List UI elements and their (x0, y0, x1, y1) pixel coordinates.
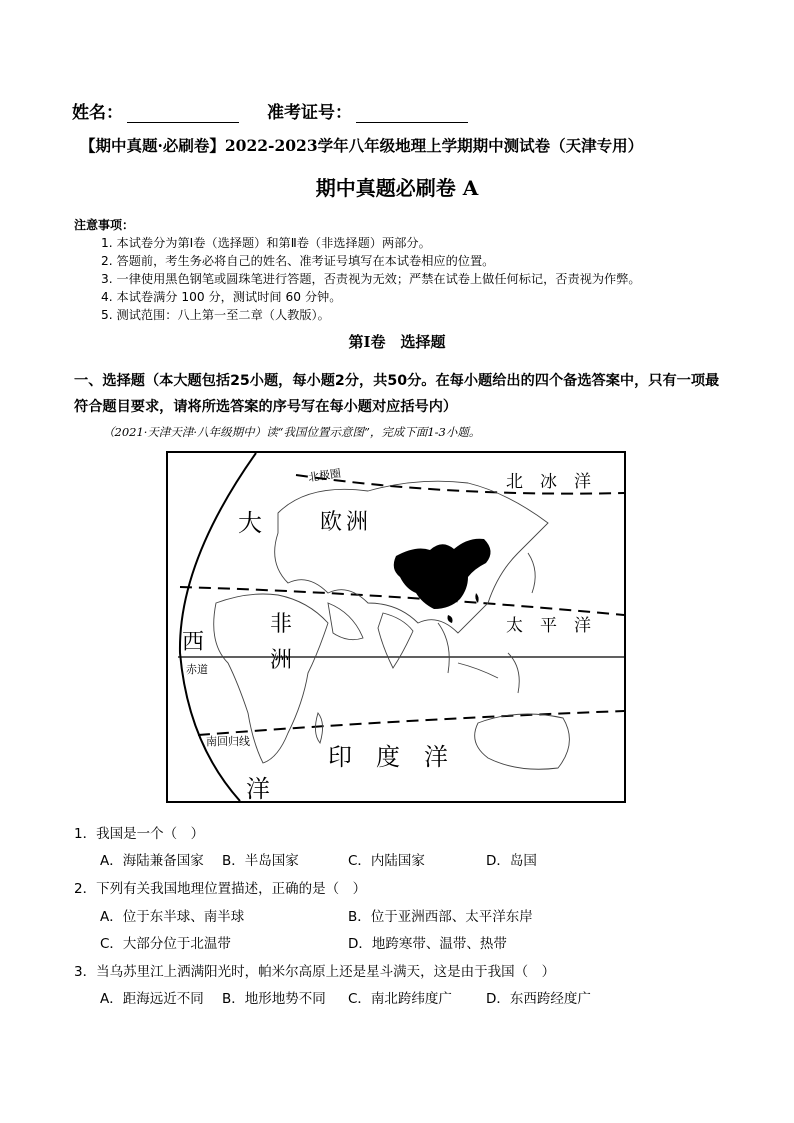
q1-option-a[interactable]: A．海陆兼备国家 (100, 853, 204, 869)
notes-heading: 注意事项： (74, 218, 135, 232)
exam-title: 期中真题必刷卷 A (315, 176, 479, 200)
q3-option-b[interactable]: B．地形地势不同 (222, 991, 326, 1007)
taiwan-shape (475, 593, 478, 603)
label-indian-ocean: 印 度 洋 (328, 743, 448, 771)
exam-header: 【期中真题·必刷卷】2022-2023学年八年级地理上学期期中测试卷（天津专用） (80, 136, 644, 155)
name-blank[interactable] (127, 106, 239, 123)
label-tropic-capricorn: 南回归线 (206, 735, 250, 748)
q2-option-a[interactable]: A．位于东半球、南半球 (100, 909, 245, 925)
id-label: 准考证号： (267, 103, 352, 123)
q2-option-c[interactable]: C．大部分位于北温带 (100, 936, 231, 952)
question-intro-line2: 符合题目要求，请将所选答案的序号写在每小题对应括号内） (74, 399, 458, 415)
label-equator: 赤道 (186, 663, 208, 676)
id-blank[interactable] (356, 106, 468, 123)
q1-option-c[interactable]: C．内陆国家 (348, 853, 425, 869)
label-arctic-ocean: 北 冰 洋 (506, 472, 591, 492)
section-heading: 第Ⅰ卷 选择题 (348, 333, 446, 351)
tropic-capricorn-line (198, 711, 624, 735)
note-item: 4. 本试卷满分 100 分，测试时间 60 分钟。 (101, 290, 342, 304)
label-pacific: 太 平 洋 (506, 616, 591, 636)
label-africa-zhou: 洲 (270, 648, 293, 673)
q2-option-b[interactable]: B．位于亚洲西部、太平洋东岸 (348, 909, 533, 925)
note-item: 2. 答题前，考生务必将自己的姓名、准考证号填写在本试卷相应的位置。 (101, 254, 495, 268)
name-label: 姓名： (72, 103, 123, 123)
question-2-stem: 2．下列有关我国地理位置描述，正确的是（ ） (74, 881, 367, 897)
question-source: （2021·天津天津·八年级期中）读“我国位置示意图”，完成下面1-3小题。 (103, 425, 481, 439)
china-location-map (166, 451, 626, 803)
label-europe: 欧洲 (320, 510, 373, 535)
hainan-shape (448, 615, 453, 623)
note-item: 5. 测试范围：八上第一至二章（人教版）。 (101, 308, 330, 322)
label-africa-fei: 非 (270, 612, 293, 637)
label-arctic-circle: 北极圈 (307, 466, 342, 485)
q1-option-b[interactable]: B．半岛国家 (222, 853, 299, 869)
q3-option-a[interactable]: A．距海远近不同 (100, 991, 204, 1007)
label-atlantic-da: 大 (238, 509, 262, 537)
question-3-stem: 3．当乌苏里江上洒满阳光时，帕米尔高原上还是星斗满天，这是由于我国（ ） (74, 964, 556, 980)
note-item: 1. 本试卷分为第Ⅰ卷（选择题）和第Ⅱ卷（非选择题）两部分。 (101, 236, 431, 250)
question-1-stem: 1．我国是一个（ ） (74, 826, 205, 842)
label-atlantic-yang: 洋 (246, 775, 270, 803)
note-item: 3. 一律使用黑色钢笔或圆珠笔进行答题，否责视为无效；严禁在试卷上做任何标记，否责视为作弊。 (101, 272, 641, 286)
student-info-row (72, 98, 468, 123)
q3-option-d[interactable]: D．东西跨经度广 (486, 991, 591, 1007)
q3-option-c[interactable]: C．南北跨纬度广 (348, 991, 452, 1007)
question-intro-line1: 一、选择题（本大题包括25小题，每小题2分，共50分。在每小题给出的四个备选答案中，只有一项最 (74, 373, 720, 389)
q1-option-d[interactable]: D．岛国 (486, 853, 537, 869)
label-atlantic-xi: 西 (182, 630, 205, 655)
q2-option-d[interactable]: D．地跨寒带、温带、热带 (348, 936, 507, 952)
